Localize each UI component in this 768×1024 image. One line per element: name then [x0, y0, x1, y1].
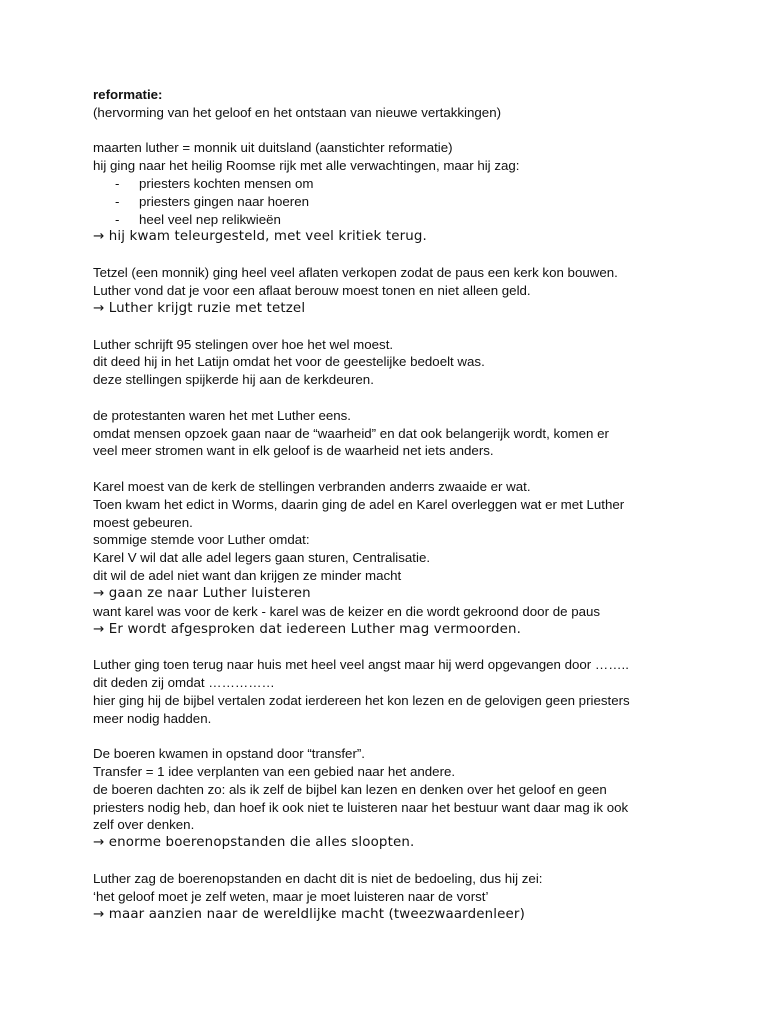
text-line: Tetzel (een monnik) ging heel veel aflaten verkopen zodat de paus een kerk kon bouwen. [93, 265, 618, 281]
text-line: veel meer stromen want in elk geloof is de waarheid net iets anders. [93, 443, 494, 459]
text-line: maarten luther = monnik uit duitsland (aanstichter reformatie) [93, 140, 453, 156]
text-line: ‘het geloof moet je zelf weten, maar je moet luisteren naar de vorst’ [93, 888, 489, 904]
paragraph-gap [93, 639, 693, 657]
text-line: (hervorming van het geloof en het ontstaan van nieuwe vertakkingen) [93, 104, 502, 120]
text-line: sommige stemde voor Luther omdat: [93, 532, 310, 548]
text-line: Transfer = 1 idee verplanten van een gebied naar het andere. [93, 764, 456, 780]
conclusion-line: → Luther krijgt ruzie met tetzel [93, 300, 306, 316]
conclusion-line: → hij kwam teleurgesteld, met veel kritiek terug. [93, 229, 427, 245]
list-item [93, 175, 693, 193]
list-item [93, 193, 693, 211]
list-item-text: heel veel nep relikwieën [139, 211, 281, 227]
text-line: zelf over denken. [93, 817, 195, 833]
text-line: omdat mensen opzoek gaan naar de “waarheid” en dat ook belangerijk wordt, komen er [93, 425, 609, 441]
conclusion-line: → gaan ze naar Luther luisteren [93, 585, 311, 601]
text-line: dit wil de adel niet want dan krijgen ze minder macht [93, 567, 402, 583]
text-line: Luther zag de boerenopstanden en dacht dit is niet de bedoeling, dus hij zei: [93, 871, 543, 887]
text-line: moest gebeuren. [93, 514, 193, 530]
text-line: dit deed hij in het Latijn omdat het voor de geestelijke bedoelt was. [93, 354, 485, 370]
text-line: de boeren dachten zo: als ik zelf de bijbel kan lezen en denken over het geloof en geen [93, 781, 607, 797]
paragraph-gap [93, 460, 693, 478]
list-item-text: priesters kochten mensen om [139, 175, 314, 191]
document-title: reformatie: [93, 87, 163, 102]
text-line: hier ging hij de bijbel vertalen zodat ierdereen het kon lezen en de gelovigen geen priesters [93, 692, 630, 708]
conclusion-line: → enorme boerenopstanden die alles sloopten. [93, 835, 415, 851]
document-body [93, 86, 693, 924]
bullet-dash: - [115, 175, 120, 191]
bullet-dash: - [115, 211, 120, 227]
paragraph-gap [93, 122, 693, 140]
text-line: De boeren kwamen in opstand door “transfer”. [93, 746, 365, 762]
paragraph-gap [93, 852, 693, 870]
conclusion-line: → Er wordt afgesproken dat iedereen Luther mag vermoorden. [93, 621, 522, 637]
paragraph-gap [93, 318, 693, 336]
text-line: deze stellingen spijkerde hij aan de kerkdeuren. [93, 372, 374, 388]
text-line: Karel V wil dat alle adel legers gaan sturen, Centralisatie. [93, 550, 431, 566]
list-item [93, 211, 693, 229]
paragraph-gap [93, 728, 693, 746]
paragraph-gap [93, 246, 693, 264]
conclusion-line: → maar aanzien naar de wereldlijke macht (tweezwaardenleer) [93, 906, 525, 922]
text-line: Toen kwam het edict in Worms, daarin ging de adel en Karel overleggen wat er met Luther [93, 496, 625, 512]
bullet-dash: - [115, 193, 120, 209]
text-line: Luther vond dat je voor een aflaat berouw moest tonen en niet alleen geld. [93, 282, 531, 298]
text-line: Luther schrijft 95 stelingen over hoe het wel moest. [93, 336, 394, 352]
text-line: hij ging naar het heilig Roomse rijk met alle verwachtingen, maar hij zag: [93, 158, 520, 174]
text-line: Luther ging toen terug naar huis met heel veel angst maar hij werd opgevangen door …….. [93, 657, 629, 673]
paragraph-gap [93, 389, 693, 407]
list-item-text: priesters gingen naar hoeren [139, 193, 310, 209]
text-line: Karel moest van de kerk de stellingen verbranden anderrs zwaaide er wat. [93, 478, 531, 494]
text-line: de protestanten waren het met Luther eens. [93, 407, 351, 423]
text-line: dit deden zij omdat …………… [93, 675, 275, 691]
text-line: priesters nodig heb, dan hoef ik ook niet te luisteren naar het bestuur want daar mag ik ook [93, 799, 629, 815]
text-line: want karel was voor de kerk - karel was de keizer en die wordt gekroond door de paus [93, 603, 601, 619]
text-line: meer nodig hadden. [93, 710, 212, 726]
